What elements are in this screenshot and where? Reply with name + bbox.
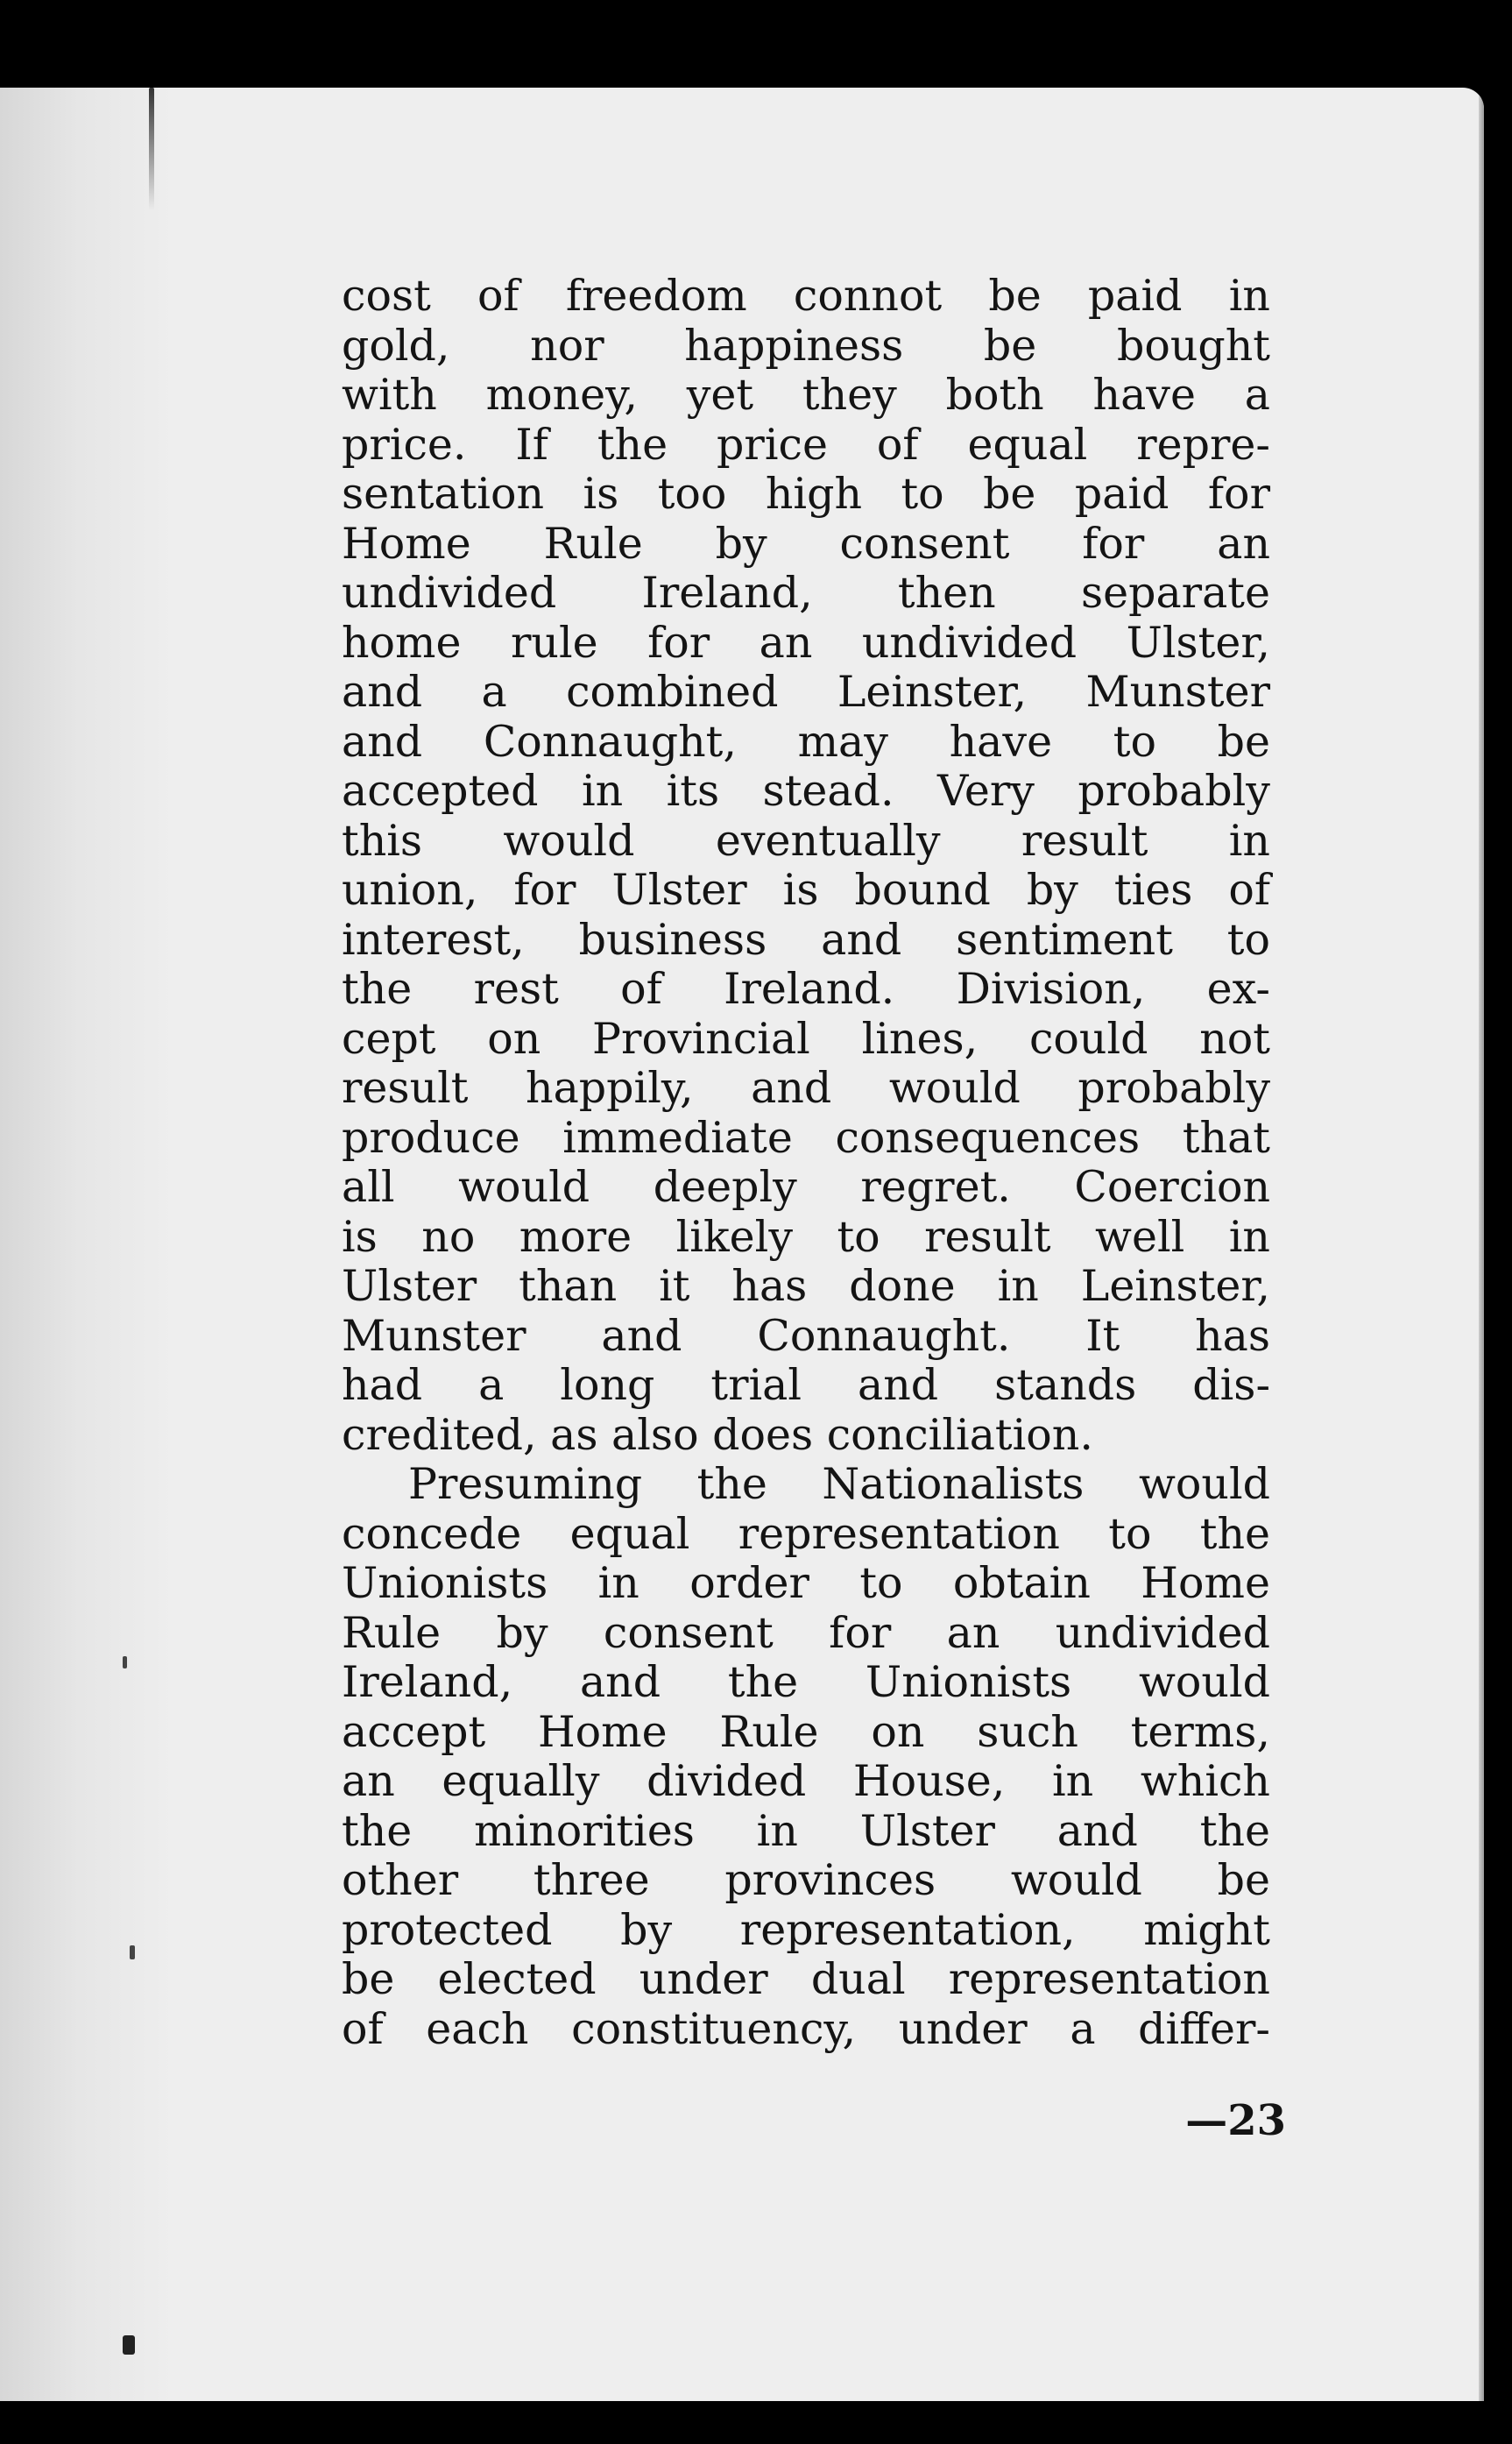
text-line: result happily, and would probably [342, 1063, 1270, 1113]
text-line: sentation is too high to be paid for [342, 469, 1270, 519]
text-line: Presuming the Nationalists would [408, 1459, 1270, 1509]
text-line: Home Rule by consent for an [342, 518, 1270, 569]
text-line: interest, business and sentiment to [342, 914, 1270, 965]
text-line: and a combined Leinster, Munster [342, 667, 1270, 717]
text-line: Munster and Connaught. It has [342, 1310, 1270, 1361]
binding-mark [123, 2335, 135, 2355]
text-line: had a long trial and stands dis- [342, 1360, 1270, 1410]
text-line: Ulster than it has done in Leinster, [342, 1261, 1270, 1311]
text-line: Unionists in order to obtain Home [342, 1558, 1270, 1608]
text-line: cost of freedom connot be paid in [342, 271, 1270, 321]
binding-mark [123, 1656, 127, 1668]
text-line: the rest of Ireland. Division, ex- [342, 964, 1270, 1014]
text-line: is no more likely to result well in [342, 1211, 1270, 1262]
text-line: other three provinces would be [342, 1855, 1270, 1905]
text-line: undivided Ireland, then separate [342, 568, 1270, 618]
text-line: all would deeply regret. Coercion [342, 1162, 1270, 1212]
text-line: be elected under dual representation [342, 1954, 1270, 2004]
text-line: accept Home Rule on such terms, [342, 1706, 1270, 1757]
page-binding-shadow [0, 88, 175, 2401]
binding-mark [149, 88, 154, 210]
text-line: price. If the price of equal repre- [342, 419, 1270, 470]
page-number: —23 [1185, 2096, 1286, 2145]
text-line: gold, nor happiness be bought [342, 320, 1270, 371]
text-line: produce immediate consequences that [342, 1112, 1270, 1163]
text-line: concede equal representation to the [342, 1508, 1270, 1559]
body-text [342, 272, 1270, 2054]
text-line: and Connaught, may have to be [342, 716, 1270, 767]
text-line: Ireland, and the Unionists would [342, 1657, 1270, 1707]
text-line: an equally divided House, in which [342, 1756, 1270, 1806]
text-line: credited, as also does conciliation. [342, 1409, 1093, 1460]
text-line: cept on Provincial lines, could not [342, 1013, 1270, 1064]
text-line: home rule for an undivided Ulster, [342, 617, 1270, 668]
binding-mark [130, 1945, 135, 1959]
text-line: Rule by consent for an undivided [342, 1607, 1270, 1658]
text-line: with money, yet they both have a [342, 370, 1270, 420]
text-line: this would eventually result in [342, 815, 1270, 866]
text-line: accepted in its stead. Very probably [342, 766, 1270, 816]
text-line: the minorities in Ulster and the [342, 1805, 1270, 1856]
text-line: protected by representation, might [342, 1904, 1270, 1955]
text-line: union, for Ulster is bound by ties of [342, 865, 1270, 915]
text-line: of each constituency, under a differ- [342, 2003, 1270, 2054]
